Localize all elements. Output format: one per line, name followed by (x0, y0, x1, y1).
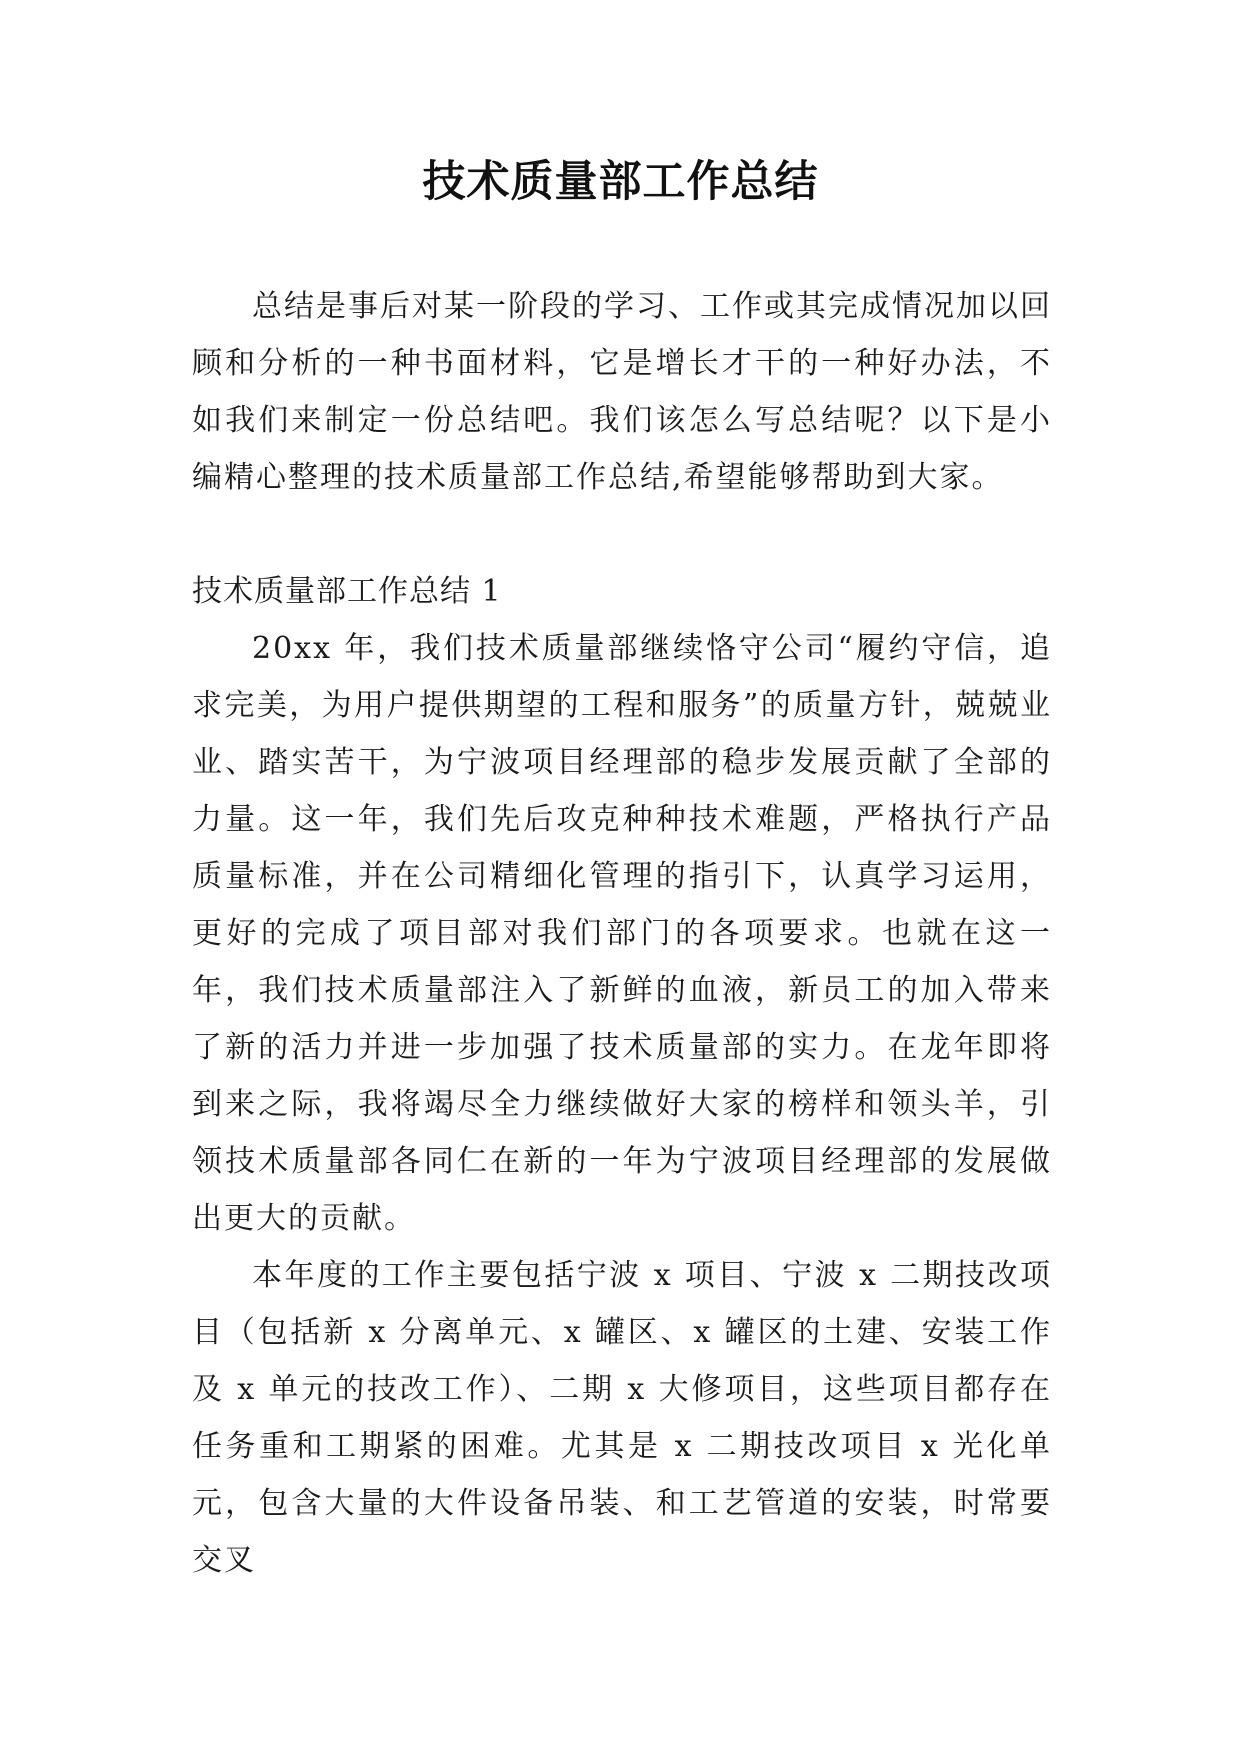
body-paragraph-2: 本年度的工作主要包括宁波 x 项目、宁波 x 二期技改项目（包括新 x 分离单元、x 罐区、x 罐区的土建、安装工作及 x 单元的技改工作）、二期 x 大修项目，这些项目都存在任务重和工期紧的困难。尤其是 x 二期技改项目 x 光化单元，包含大量的大件设备吊装、和工艺管道的安装，时常要交叉 (192, 1258, 1052, 1578)
document-body (192, 278, 1052, 1589)
document-title: 技术质量部工作总结 (422, 157, 819, 207)
body-paragraph-1: 20xx 年，我们技术质量部继续恪守公司“履约守信，追求完美，为用户提供期望的工程和服务”的质量方针，兢兢业业、踏实苦干，为宁波项目经理部的稳步发展贡献了全部的力量。这一年，我们先后攻克种种技术难题，严格执行产品质量标准，并在公司精细化管理的指引下，认真学习运用，更好的完成了项目部对我们部门的各项要求。也就在这一年，我们技术质量部注入了新鲜的血液，新员工的加入带来了新的活力并进一步加强了技术质量部的实力。在龙年即将到来之际，我将竭尽全力继续做好大家的榜样和领头羊，引领技术质量部各同仁在新的一年为宁波项目经理部的发展做出更大的贡献。 (192, 631, 1052, 1236)
intro-paragraph: 总结是事后对某一阶段的学习、工作或其完成情况加以回顾和分析的一种书面材料，它是增长才干的一种好办法，不如我们来制定一份总结吧。我们该怎么写总结呢？以下是小编精心整理的技术质量部工作总结,希望能够帮助到大家。 (192, 289, 1052, 495)
section-heading: 技术质量部工作总结 1 (192, 574, 502, 609)
